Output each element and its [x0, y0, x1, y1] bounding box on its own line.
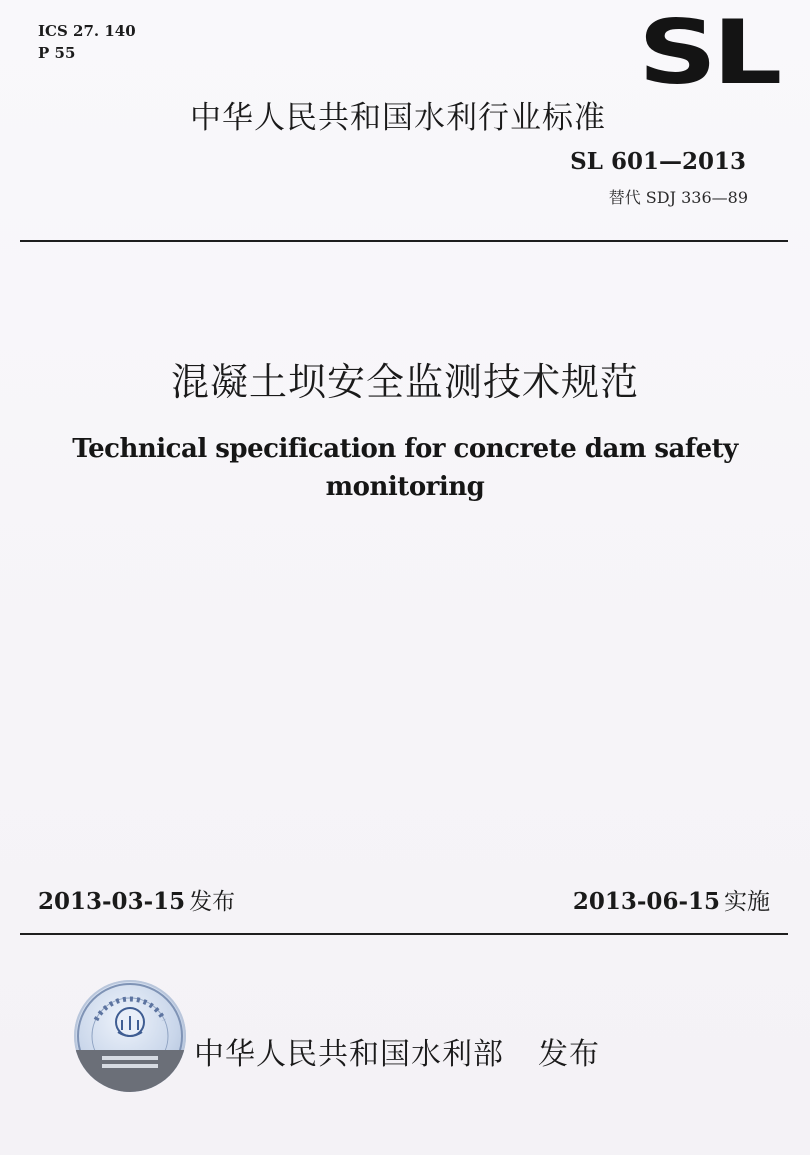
- sl-logo: SL: [638, 1, 778, 104]
- publish-label: 发布: [538, 1037, 600, 1072]
- issue-date-line: [38, 884, 235, 920]
- implementation-date: 2013-06-15: [572, 888, 720, 915]
- ics-code: ICS 27. 140: [38, 22, 136, 40]
- title-english: Technical specification for concrete dam safety monitoring: [72, 434, 738, 502]
- class-code: P 55: [38, 44, 76, 62]
- replaces-standard: 替代 SDJ 336—89: [608, 188, 748, 207]
- implementation-date-line: [573, 884, 770, 920]
- issue-label: 发布: [189, 889, 236, 915]
- implementation-label: 实施: [724, 889, 770, 915]
- publisher-name: 中华人民共和国水利部: [194, 1037, 504, 1072]
- anti-counterfeit-seal-icon: [74, 980, 186, 1092]
- standard-number: SL 601—2013: [570, 148, 746, 175]
- title-chinese: 混凝土坝安全监测技术规范: [170, 360, 639, 404]
- issue-date: 2013-03-15: [38, 888, 186, 915]
- standard-category: 中华人民共和国水利行业标准: [190, 100, 606, 136]
- classification-codes: [38, 20, 136, 64]
- seal-graphic: [74, 980, 186, 1092]
- bottom-divider: [20, 933, 788, 935]
- publisher-line: [194, 1032, 600, 1078]
- top-divider: [20, 240, 788, 242]
